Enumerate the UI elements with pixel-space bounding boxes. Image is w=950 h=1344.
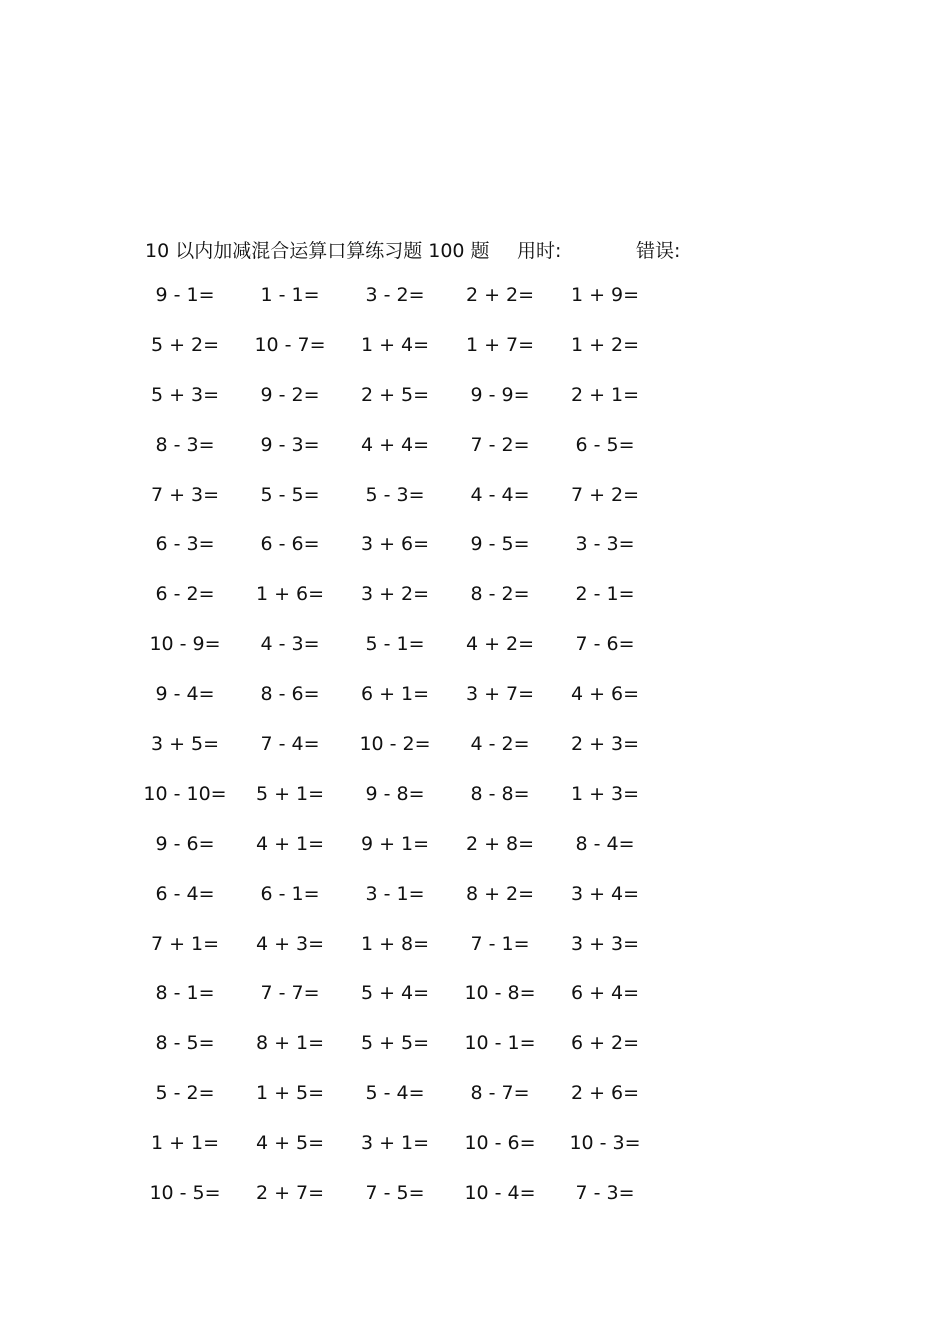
problem-cell: 7 - 1=: [470, 932, 530, 955]
problem-cell: 2 + 1=: [570, 383, 640, 406]
problem-cell: 9 + 1=: [360, 832, 430, 855]
problem-cell: 8 + 2=: [465, 882, 535, 905]
problem-cell: 8 - 1=: [155, 982, 215, 1005]
problem-cell: 3 + 5=: [150, 733, 220, 756]
problem-cell: 2 + 5=: [360, 383, 430, 406]
problem-cell: 9 - 9=: [470, 383, 530, 406]
problem-cell: 7 - 2=: [470, 433, 530, 456]
problem-row: [140, 683, 700, 733]
problem-cell: 6 - 1=: [260, 882, 320, 905]
problem-cell: 2 + 3=: [570, 733, 640, 756]
problem-cell: 6 + 2=: [570, 1032, 640, 1055]
problem-cell: 5 + 2=: [150, 333, 220, 356]
problem-cell: 7 + 3=: [150, 483, 220, 506]
problem-cell: 6 - 6=: [260, 533, 320, 556]
problem-cell: 1 + 5=: [255, 1082, 325, 1105]
problem-cell: 6 - 4=: [155, 882, 215, 905]
problem-row: [140, 783, 700, 833]
problem-cell: 4 + 3=: [255, 932, 325, 955]
problem-cell: 9 - 4=: [155, 683, 215, 706]
problem-cell: 7 - 4=: [260, 733, 320, 756]
problem-cell: 10 - 7=: [254, 333, 326, 356]
problem-cell: 1 + 1=: [150, 1132, 220, 1155]
problem-cell: 5 + 3=: [150, 383, 220, 406]
problem-cell: 1 + 2=: [570, 333, 640, 356]
problem-cell: 8 + 1=: [255, 1032, 325, 1055]
problem-cell: 8 - 3=: [155, 433, 215, 456]
problem-cell: 10 - 10=: [143, 782, 227, 805]
problem-cell: 1 + 4=: [360, 333, 430, 356]
problem-cell: 10 - 9=: [149, 633, 221, 656]
problem-cell: 5 - 4=: [365, 1082, 425, 1105]
problem-cell: 4 + 2=: [465, 633, 535, 656]
problem-row: [140, 1082, 700, 1132]
problem-cell: 8 - 5=: [155, 1032, 215, 1055]
problem-cell: 7 + 1=: [150, 932, 220, 955]
problem-cell: 6 + 4=: [570, 982, 640, 1005]
problem-cell: 3 + 7=: [465, 683, 535, 706]
problem-cell: 8 - 4=: [575, 832, 635, 855]
problem-cell: 5 - 2=: [155, 1082, 215, 1105]
problem-cell: 2 + 8=: [465, 832, 535, 855]
problem-cell: 7 - 7=: [260, 982, 320, 1005]
problem-cell: 4 - 4=: [470, 483, 530, 506]
problem-cell: 8 - 8=: [470, 782, 530, 805]
problem-row: [140, 434, 700, 484]
problem-cell: 1 + 8=: [360, 932, 430, 955]
problem-cell: 5 + 1=: [255, 782, 325, 805]
problem-cell: 9 - 2=: [260, 383, 320, 406]
problem-cell: 7 + 2=: [570, 483, 640, 506]
worksheet-title: 10 以内加减混合运算口算练习题 100 题: [145, 240, 490, 262]
problem-cell: 8 - 6=: [260, 683, 320, 706]
problem-cell: 4 + 4=: [360, 433, 430, 456]
problem-cell: 7 - 5=: [365, 1182, 425, 1205]
problem-cell: 4 + 1=: [255, 832, 325, 855]
problem-row: [140, 1182, 700, 1232]
problem-cell: 8 - 2=: [470, 583, 530, 606]
problem-grid: [140, 284, 700, 1232]
problem-row: [140, 334, 700, 384]
problem-row: [140, 633, 700, 683]
problem-cell: 9 - 6=: [155, 832, 215, 855]
problem-cell: 7 - 3=: [575, 1182, 635, 1205]
problem-cell: 6 - 5=: [575, 433, 635, 456]
problem-cell: 8 - 7=: [470, 1082, 530, 1105]
problem-cell: 1 + 7=: [465, 333, 535, 356]
problem-cell: 7 - 6=: [575, 633, 635, 656]
problem-cell: 5 + 4=: [360, 982, 430, 1005]
problem-cell: 5 - 5=: [260, 483, 320, 506]
problem-cell: 1 + 6=: [255, 583, 325, 606]
problem-row: [140, 583, 700, 633]
problem-row: [140, 384, 700, 434]
time-label: 用时:: [517, 240, 562, 262]
problem-cell: 2 + 6=: [570, 1082, 640, 1105]
problem-cell: 5 + 5=: [360, 1032, 430, 1055]
problem-row: [140, 1132, 700, 1182]
problem-row: [140, 484, 700, 534]
problem-cell: 10 - 2=: [359, 733, 431, 756]
problem-cell: 1 + 9=: [570, 284, 640, 306]
problem-cell: 5 - 3=: [365, 483, 425, 506]
problem-cell: 3 + 3=: [570, 932, 640, 955]
problem-cell: 3 + 1=: [360, 1132, 430, 1155]
problem-cell: 3 + 2=: [360, 583, 430, 606]
problem-cell: 10 - 5=: [149, 1182, 221, 1205]
problem-cell: 9 - 3=: [260, 433, 320, 456]
problem-cell: 10 - 4=: [464, 1182, 536, 1205]
problem-cell: 3 + 6=: [360, 533, 430, 556]
problem-cell: 3 - 3=: [575, 533, 635, 556]
problem-row: [140, 933, 700, 983]
problem-cell: 3 - 2=: [365, 284, 425, 306]
problem-cell: 10 - 6=: [464, 1132, 536, 1155]
problem-cell: 4 + 5=: [255, 1132, 325, 1155]
problem-cell: 1 + 3=: [570, 782, 640, 805]
problem-row: [140, 533, 700, 583]
problem-cell: 9 - 5=: [470, 533, 530, 556]
problem-row: [140, 1032, 700, 1082]
problem-row: [140, 833, 700, 883]
problem-cell: 1 - 1=: [260, 284, 320, 306]
problem-row: [140, 733, 700, 783]
problem-row: [140, 883, 700, 933]
problem-row: [140, 982, 700, 1032]
problem-cell: 6 - 2=: [155, 583, 215, 606]
problem-cell: 2 + 2=: [465, 284, 535, 306]
problem-cell: 4 - 3=: [260, 633, 320, 656]
problem-cell: 10 - 8=: [464, 982, 536, 1005]
problem-cell: 10 - 3=: [569, 1132, 641, 1155]
problem-cell: 4 + 6=: [570, 683, 640, 706]
problem-cell: 3 - 1=: [365, 882, 425, 905]
problem-cell: 10 - 1=: [464, 1032, 536, 1055]
problem-cell: 5 - 1=: [365, 633, 425, 656]
problem-cell: 6 + 1=: [360, 683, 430, 706]
problem-row: [140, 284, 700, 334]
error-label: 错误:: [636, 240, 681, 262]
problem-cell: 9 - 1=: [155, 284, 215, 306]
problem-cell: 3 + 4=: [570, 882, 640, 905]
problem-cell: 2 + 7=: [255, 1182, 325, 1205]
problem-cell: 2 - 1=: [575, 583, 635, 606]
problem-cell: 4 - 2=: [470, 733, 530, 756]
problem-cell: 6 - 3=: [155, 533, 215, 556]
problem-cell: 9 - 8=: [365, 782, 425, 805]
